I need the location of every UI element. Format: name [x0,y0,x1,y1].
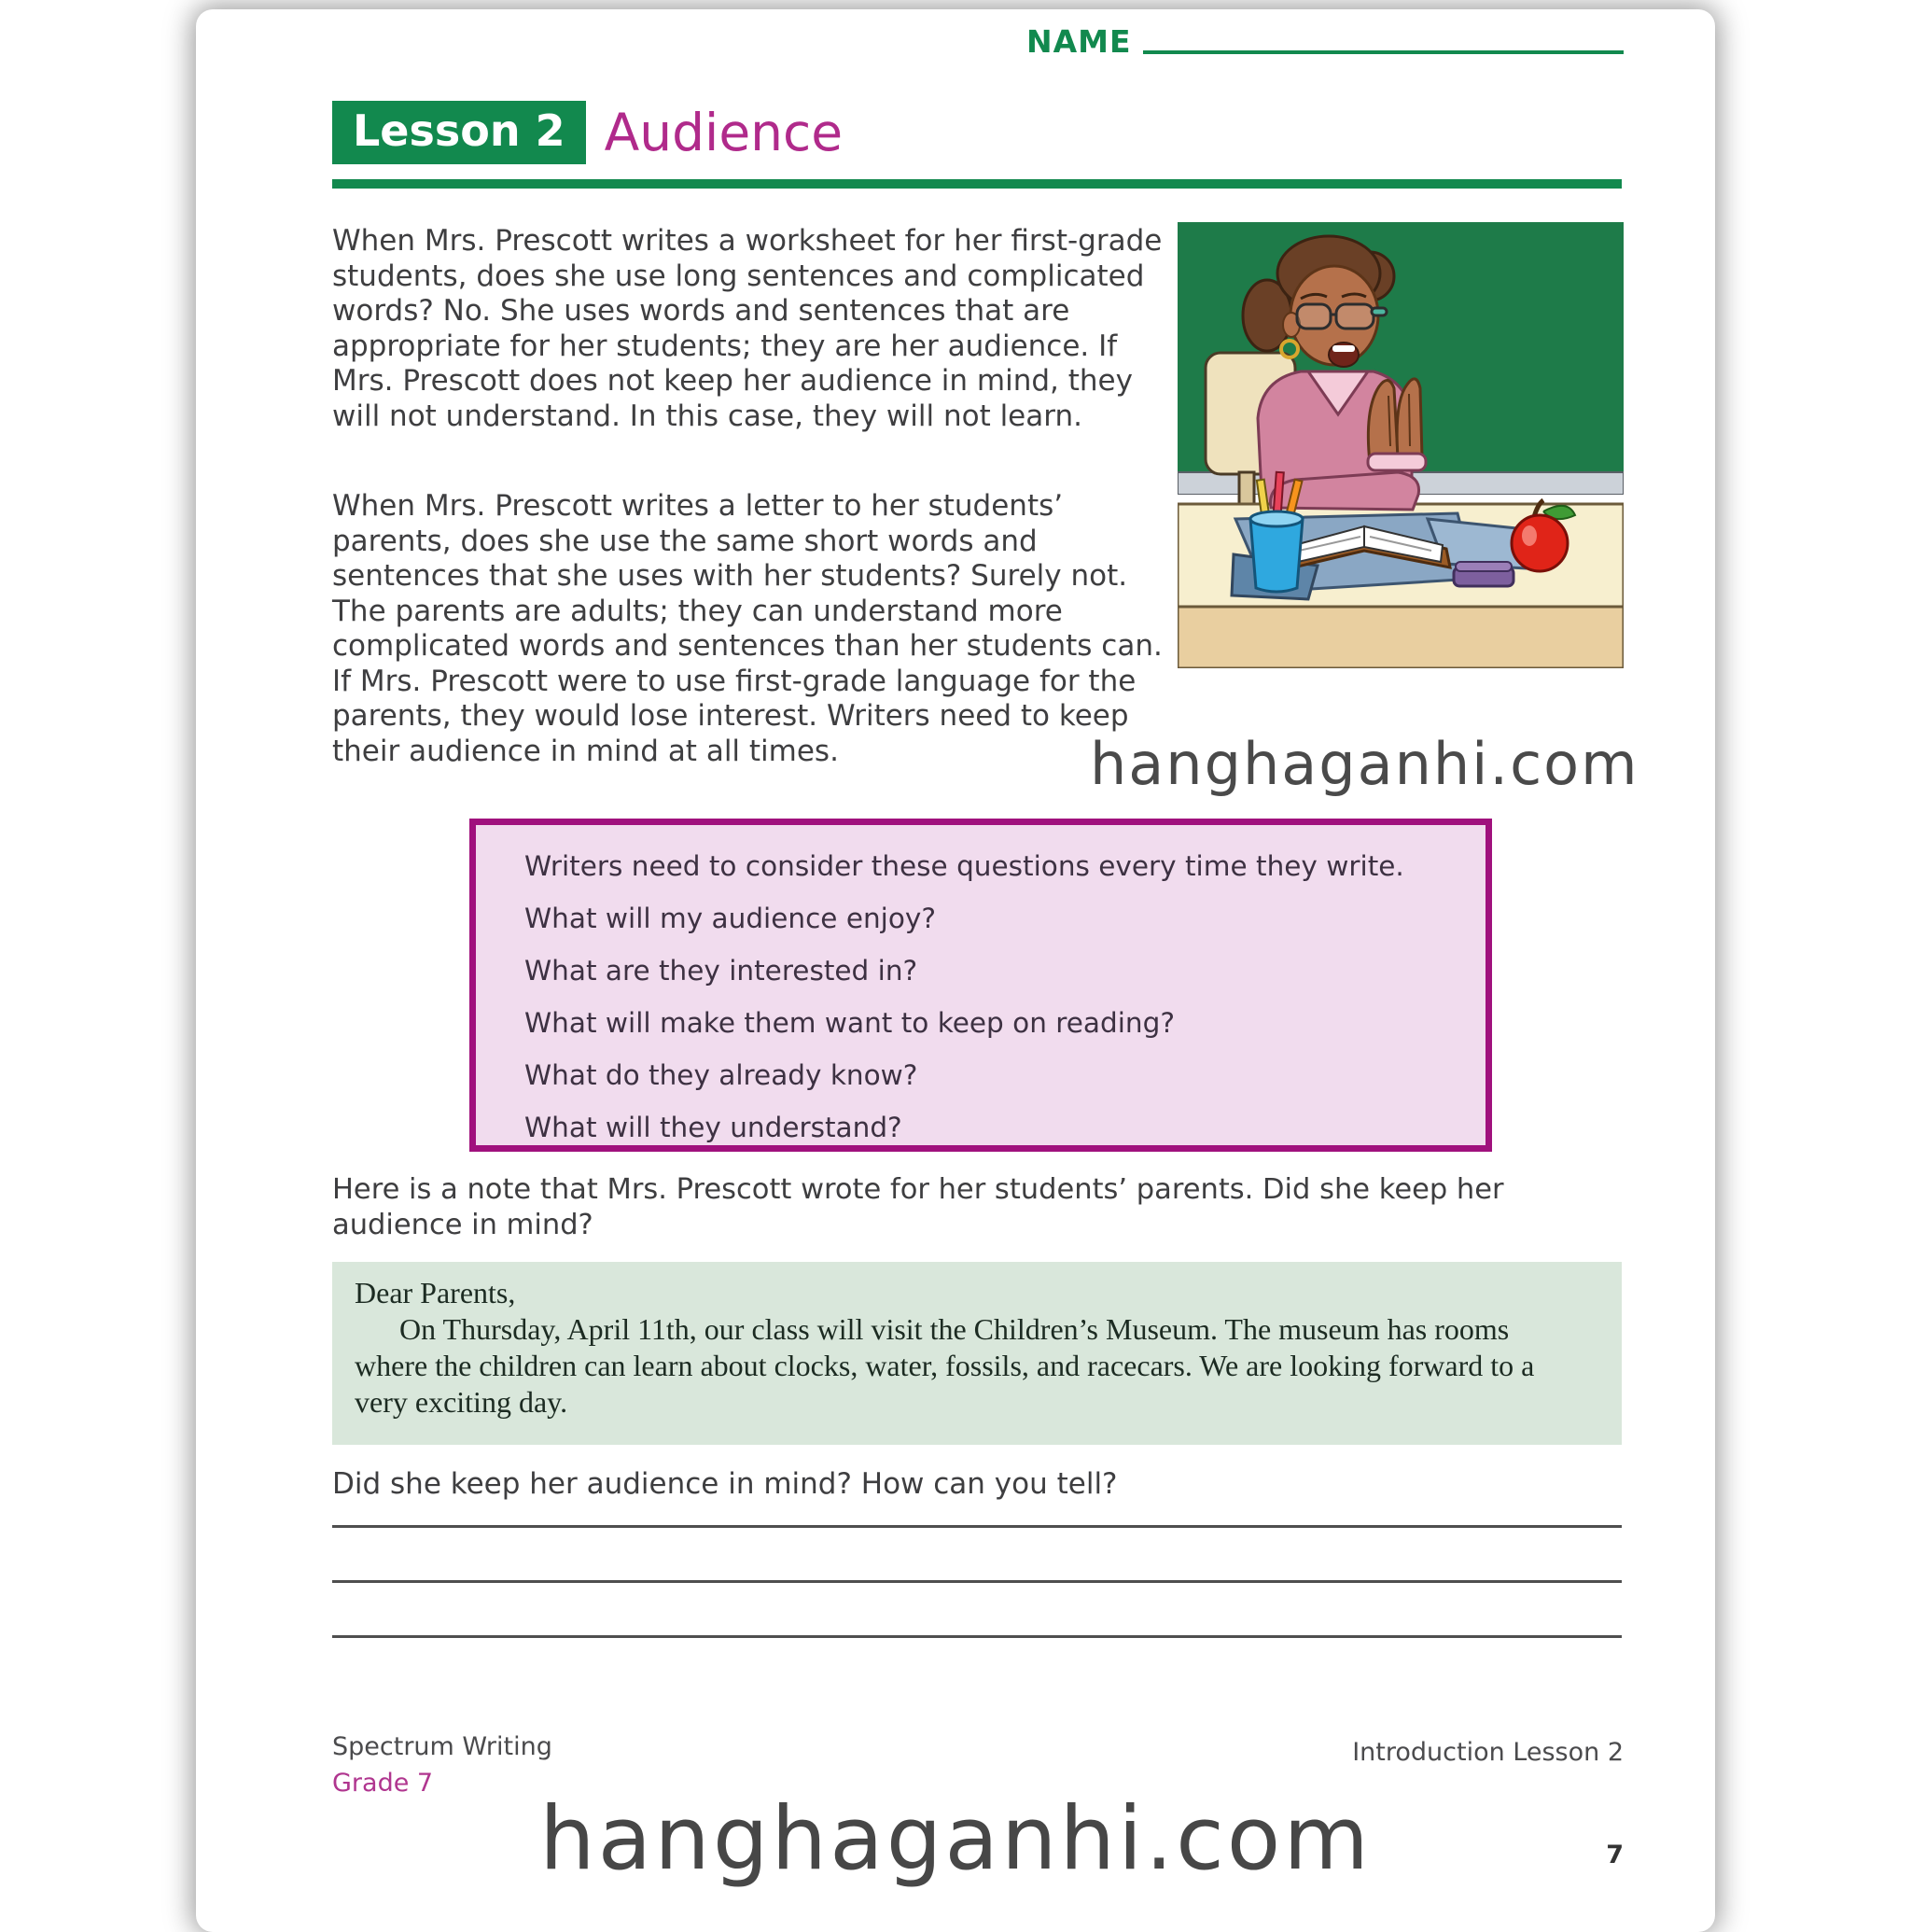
name-blank-line[interactable] [1143,22,1624,54]
question-item: What will make them want to keep on reading? [524,1007,1175,1039]
page-number: 7 [1606,1841,1624,1869]
teacher-illustration [1178,222,1624,668]
footer-section: Introduction Lesson 2 [1352,1738,1624,1767]
glasses [1297,304,1387,329]
answer-line[interactable] [332,1580,1622,1583]
answer-line[interactable] [332,1525,1622,1528]
question-item: What are they interested in? [524,955,918,987]
note-salutation: Dear Parents, [355,1276,516,1309]
note-line: very exciting day. [355,1385,568,1419]
note-intro: Here is a note that Mrs. Prescott wrote for her students’ parents. Did she keep her audience in mind? [332,1173,1504,1241]
footer-book-title: Spectrum Writing [332,1732,552,1761]
name-label: NAME [1026,23,1132,60]
watermark-bottom: hanghaganhi.com [539,1788,1372,1890]
teacher-illustration-svg [1178,222,1624,668]
eraser [1454,562,1513,586]
questions-box [469,819,1492,1152]
intro-paragraph-2: When Mrs. Prescott writes a letter to her students’ parents, does she use the same short words and sentences that she uses with her students? Surely not. The parents are adults; they can understand more complicated words and sentences than her students can. If Mrs. Prescott were to use first-grade language for the parents, they would lose interest. Writers need to keep their audience in mind at all times. [332,489,1163,768]
clasped-hands [1368,379,1422,463]
watermark-mid: hanghaganhi.com [1090,730,1639,798]
question-intro: Writers need to consider these questions every time they write. [524,850,1404,882]
name-field-row [1026,22,1624,61]
note-line: On Thursday, April 11th, our class will visit the Children’s Museum. The museum has rooms [399,1312,1510,1346]
question-item: What will my audience enjoy? [524,903,937,934]
question-item: What will they understand? [524,1112,902,1143]
question-item: What do they already know? [524,1059,918,1091]
sleeve-cuff [1368,454,1426,470]
parent-note [332,1262,1622,1445]
intro-paragraph-1: When Mrs. Prescott writes a worksheet for her first-grade students, does she use long sentences and complicated words? No. She uses words and sentences that are appropriate for her students; they are her audience. If Mrs. Prescott does not keep her audience in mind, they will not understand. In this case, they will not learn. [332,224,1163,433]
header-divider-rule [332,179,1622,189]
desk-front [1178,607,1624,668]
prompt-question: Did she keep her audience in mind? How can you tell? [332,1467,1118,1501]
pencil-cup [1250,472,1303,592]
apple-highlight [1522,525,1537,546]
lesson-title: Audience [604,102,844,162]
footer-grade: Grade 7 [332,1769,434,1798]
teeth [1332,345,1355,352]
cup [1250,519,1303,592]
answer-line[interactable] [332,1635,1622,1638]
lesson-header [332,101,843,164]
lesson-badge: Lesson 2 [332,101,586,164]
note-line: where the children can learn about clocks, water, fossils, and racecars. We are looking forward to a [355,1349,1535,1382]
apple-body [1512,515,1568,571]
